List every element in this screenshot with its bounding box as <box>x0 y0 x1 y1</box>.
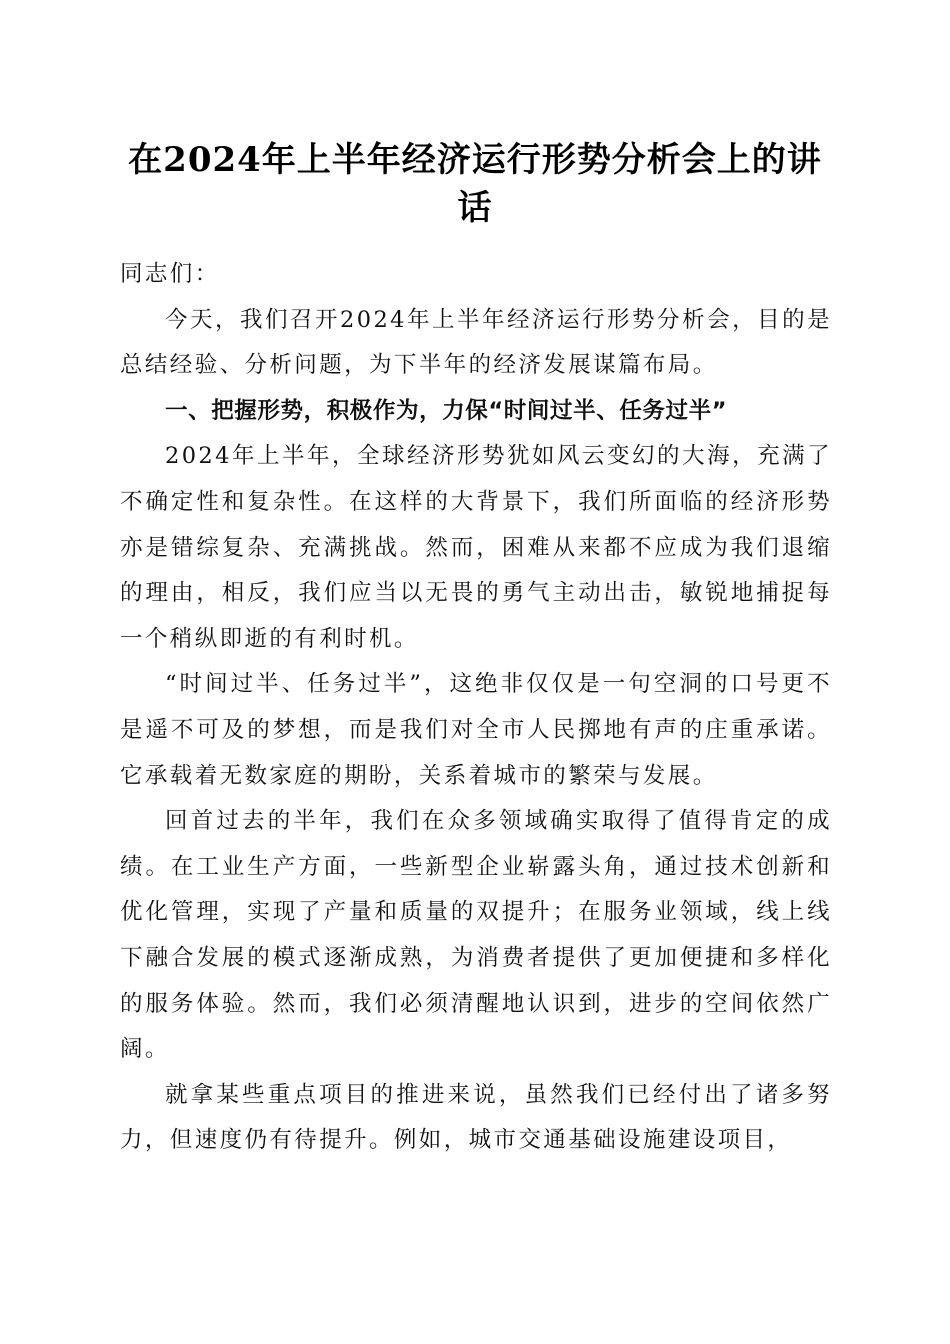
paragraph: “时间过半、任务过半”，这绝非仅仅是一句空洞的口号更不是遥不可及的梦想，而是我们对全市人民掷地有声的庄重承诺。它承载着无数家庭的期盼，关系着城市的繁荣与发展。 <box>120 671 832 789</box>
paragraph: 就拿某些重点项目的推进来说，虽然我们已经付出了诸多努力，但速度仍有待提升。例如，城市交通基础设施建设项目， <box>120 1081 832 1154</box>
paragraph: 2024年上半年，全球经济形势犹如风云变幻的大海，充满了不确定性和复杂性。在这样的大背景下，我们所面临的经济形势亦是错综复杂、充满挑战。然而，困难从来都不应成为我们退缩的理由，相反，我们应当以无畏的勇气主动出击，敏锐地捕捉每一个稍纵即逝的有利时机。 <box>120 443 832 652</box>
paragraph: 回首过去的半年，我们在众多领域确实取得了值得肯定的成绩。在工业生产方面，一些新型企业崭露头角，通过技术创新和优化管理，实现了产量和质量的双提升；在服务业领域，线上线下融合发展的模式逐渐成熟，为消费者提供了更加便捷和多样化的服务体验。然而，我们必须清醒地认识到，进步的空间依然广阔。 <box>120 808 832 1063</box>
document-title: 在2024年上半年经济运行形势分析会上的讲话 <box>128 140 822 228</box>
paragraph-intro: 今天，我们召开2024年上半年经济运行形势分析会，目的是总结经验、分析问题，为下半年的经济发展谋篇布局。 <box>120 306 832 379</box>
document-body <box>120 252 832 1164</box>
section-heading-1: 一、把握形势，积极作为，力保“时间过半、任务过半” <box>165 397 728 424</box>
salutation: 同志们： <box>120 261 220 287</box>
